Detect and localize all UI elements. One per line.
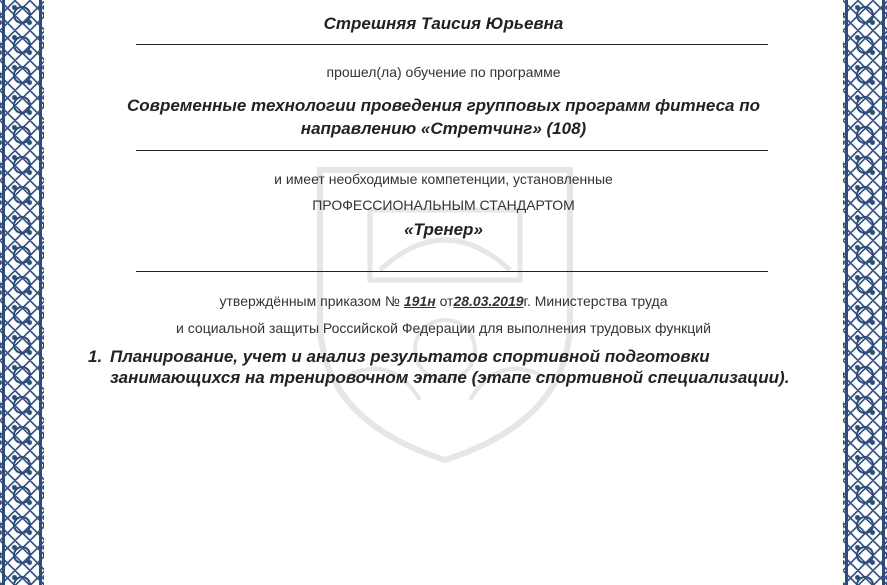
function-number: 1. (88, 347, 103, 366)
standard-label: ПРОФЕССИОНАЛЬНЫМ СТАНДАРТОМ (312, 197, 575, 213)
order-line (44, 293, 843, 309)
certificate-body (44, 0, 843, 585)
person-name: Стрешняя Таисия Юрьевна (323, 14, 564, 33)
program-title-line-2: направлению «Стретчинг» (108) (300, 119, 587, 138)
divider-line (136, 150, 768, 151)
program-title-line-1: Современные технологии проведения групповых программ фитнеса по (127, 96, 760, 115)
ornamental-border-right (843, 0, 887, 585)
order-suffix: г. Министерства труда (523, 293, 668, 309)
ministry-line: и социальной защиты Российской Федерации для выполнения трудовых функций (176, 320, 711, 336)
competence-text: и имеет необходимые компетенции, установленные (274, 171, 613, 187)
ornamental-border-left (0, 0, 44, 585)
standard-name: «Тренер» (404, 220, 483, 239)
divider-line (136, 271, 768, 272)
order-from: от (439, 293, 454, 309)
order-number: 191н (403, 293, 436, 309)
function-text: Планирование, учет и анализ результатов спортивной подготовки занимающихся на тренировочном этапе (этапе спортивной специализации). (110, 347, 790, 387)
order-date: 28.03.2019 (453, 293, 524, 309)
divider-line (136, 44, 768, 45)
completed-text: прошел(ла) обучение по программе (326, 64, 561, 80)
function-item (88, 346, 808, 388)
order-prefix: утверждённым приказом № (219, 293, 400, 309)
